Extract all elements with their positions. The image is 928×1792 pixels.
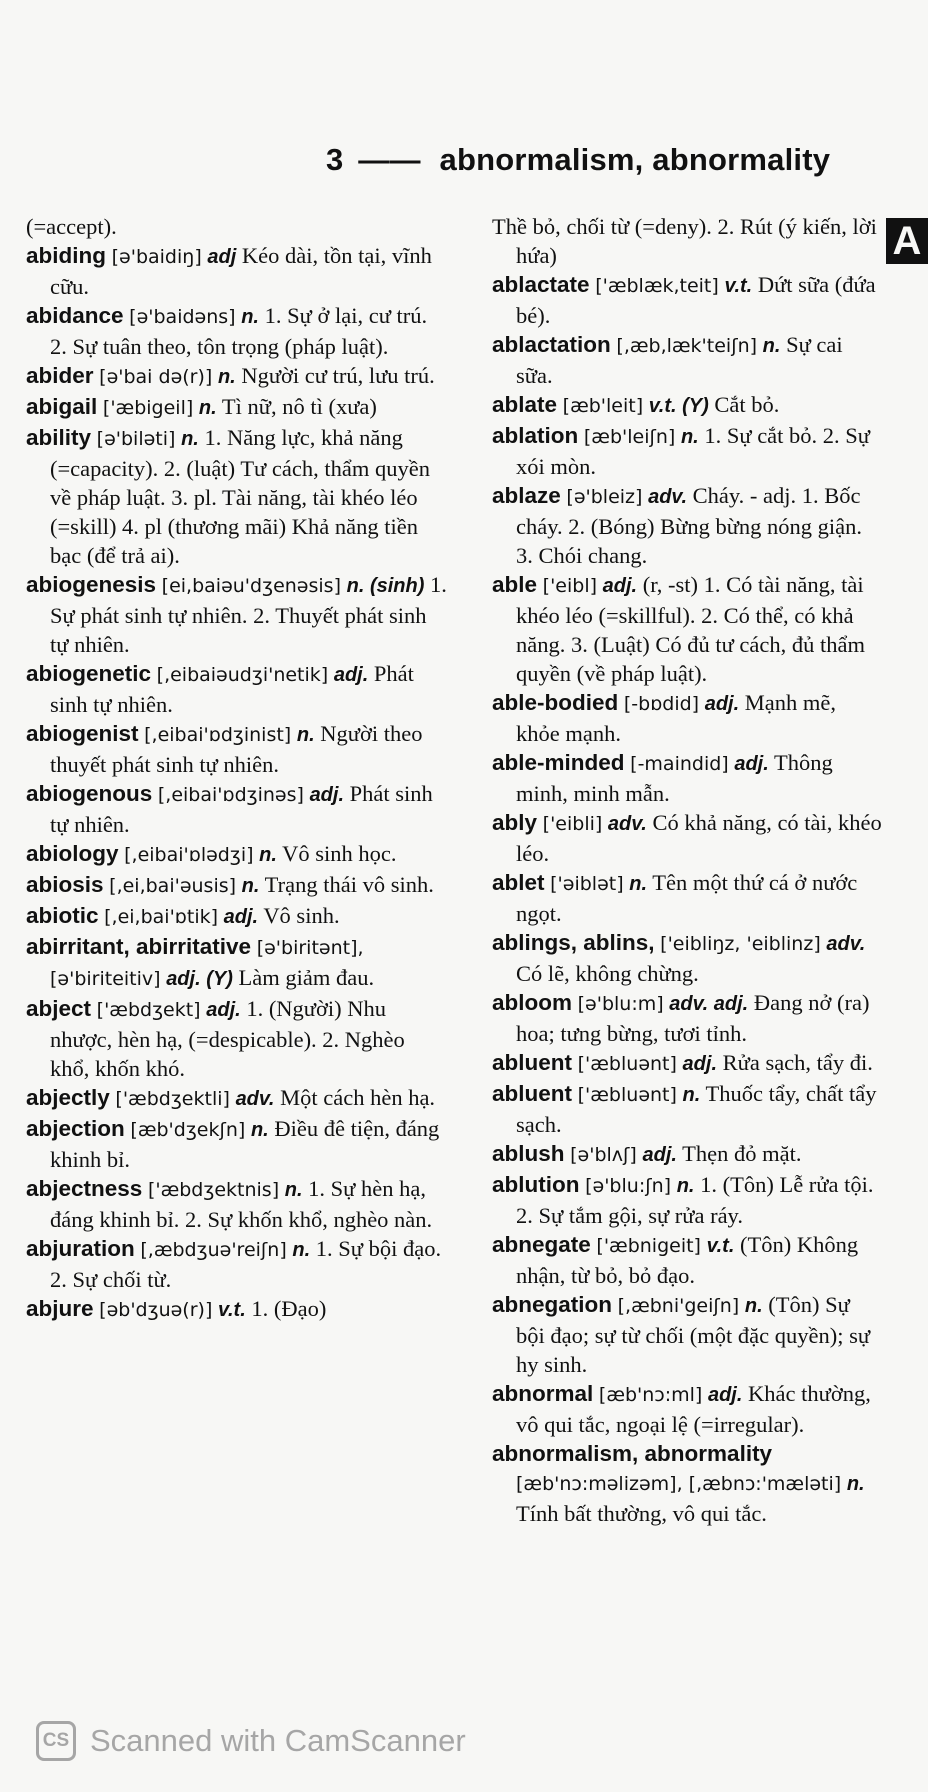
entry-part-of-speech: adj. <box>707 1384 743 1406</box>
entry-pronunciation: ['əiblət] <box>550 873 624 895</box>
entry-pronunciation: [æb'leiʃn] <box>583 426 676 448</box>
entry-definition: Tì nữ, nô tì (xưa) <box>221 394 377 419</box>
entry-pronunciation: [-maindid] <box>630 753 729 775</box>
entry-headword: abidance <box>26 303 124 328</box>
dictionary-entry <box>26 932 448 994</box>
entry-definition: 1. Sự cắt bỏ. 2. Sự xói mòn. <box>516 423 871 479</box>
dictionary-entry <box>492 570 884 688</box>
entry-headword: ability <box>26 425 92 450</box>
entry-part-of-speech: n. <box>284 1179 303 1201</box>
entry-part-of-speech: n. <box>744 1295 763 1317</box>
entry-headword: ablaze <box>492 483 561 508</box>
entry-part-of-speech: n. <box>181 428 199 450</box>
dictionary-entry <box>492 988 884 1048</box>
entry-headword: abject <box>26 996 92 1021</box>
entry-headword: abluent <box>492 1050 573 1075</box>
entry-definition: Sự cai sữa. <box>516 332 843 388</box>
guide-words: abnormalism, abnormality <box>439 142 831 177</box>
dictionary-entry <box>492 1290 884 1379</box>
entry-headword: abiding <box>26 243 106 268</box>
entry-part-of-speech: n. <box>198 397 217 419</box>
dictionary-entry <box>492 330 884 390</box>
dictionary-entry <box>492 390 884 421</box>
entry-headword: abloom <box>492 990 573 1015</box>
entry-pronunciation: [,eibaiəudʒi'netik] <box>156 664 329 686</box>
dictionary-entry <box>26 1234 448 1294</box>
entry-headword: ablactation <box>492 332 611 357</box>
entry-definition: Cháy. - adj. 1. Bốc cháy. 2. (Bóng) Bừng bừng nóng giận. 3. Chói chang. <box>516 483 863 568</box>
entry-definition: Có khả năng, có tài, khéo léo. <box>516 810 882 866</box>
entry-pronunciation: ['eibliŋz, 'eiblinz] <box>660 933 821 955</box>
entry-part-of-speech: n. (sinh) <box>346 575 425 597</box>
dictionary-entry <box>492 808 884 868</box>
entry-pronunciation: [æb'leit] <box>562 395 644 417</box>
entry-definition: Một cách hèn hạ. <box>280 1085 436 1110</box>
entry-part-of-speech: adv. <box>235 1088 275 1110</box>
entry-part-of-speech: adv. <box>648 486 687 508</box>
dictionary-entry <box>492 1230 884 1290</box>
entry-part-of-speech: n. <box>676 1175 695 1197</box>
entry-pronunciation: [æb'nɔ:ml] <box>598 1384 703 1406</box>
page-header <box>326 142 886 178</box>
entry-definition: Trạng thái vô sinh. <box>264 872 434 897</box>
entry-headword: able <box>492 572 538 597</box>
dictionary-entry <box>26 423 448 570</box>
entry-pronunciation: [ə'blu:ʃn] <box>585 1175 672 1197</box>
entry-part-of-speech: adv. <box>607 813 647 835</box>
dictionary-entry <box>26 361 448 392</box>
dictionary-entry <box>492 1439 884 1528</box>
entry-headword: ably <box>492 810 538 835</box>
entry-definition: 1. Sự ở lại, cư trú. 2. Sự tuân theo, tôn trọng (pháp luật). <box>50 303 428 359</box>
entry-pronunciation: [ə'blʌʃ] <box>570 1144 637 1166</box>
entry-pronunciation: ['æbigeil] <box>102 397 194 419</box>
entry-headword: abnormal <box>492 1381 594 1406</box>
dictionary-entry <box>26 659 448 719</box>
entry-headword: abirritant, abirritative <box>26 934 252 959</box>
dictionary-entry <box>26 392 448 423</box>
entry-headword: abiotic <box>26 903 99 928</box>
entry-headword: abiology <box>26 841 119 866</box>
entry-pronunciation: ['æbnigeit] <box>596 1235 701 1257</box>
dictionary-entry <box>26 994 448 1083</box>
entry-headword: ablate <box>492 392 558 417</box>
entry-definition: 1. (Người) Nhu nhược, hèn hạ, (=despicable). 2. Nghèo khổ, khốn khó. <box>50 996 405 1081</box>
entry-pronunciation: [ə'bleiz] <box>566 486 643 508</box>
entry-headword: ablet <box>492 870 545 895</box>
entry-part-of-speech: adv. adj. <box>669 993 749 1015</box>
entry-pronunciation: [ə'baidəns] <box>129 306 236 328</box>
entry-pronunciation: ['æblæk,teit] <box>595 275 719 297</box>
entry-headword: abnormalism, abnormality <box>492 1441 773 1466</box>
dictionary-entry <box>26 1294 448 1325</box>
entry-definition: Thông minh, minh mẫn. <box>516 750 833 806</box>
right-column <box>492 212 884 1528</box>
entry-definition: 1. (Đạo) <box>251 1296 327 1321</box>
dictionary-entry <box>492 688 884 748</box>
entry-part-of-speech: adj. <box>734 753 769 775</box>
entry-part-of-speech: adj. (Y) <box>166 968 233 990</box>
entry-headword: ablution <box>492 1172 580 1197</box>
entry-definition: Phát sinh tự nhiên. <box>50 661 414 717</box>
entry-part-of-speech: n. <box>241 306 259 328</box>
dictionary-entry <box>492 868 884 928</box>
entry-part-of-speech: n. <box>259 844 277 866</box>
entry-definition: (r, -st) 1. Có tài năng, tài khéo léo (=skillful). 2. Có thể, có khả năng. 3. (Luật) Có đủ tư cách, đủ thẩm quyền (về pháp luật). <box>516 572 865 686</box>
dictionary-entry <box>492 1170 884 1230</box>
entry-definition: Người theo thuyết phát sinh tự nhiên. <box>50 721 423 777</box>
entry-pronunciation: ['æbluənt] <box>577 1084 677 1106</box>
entry-pronunciation: [əb'dʒuə(r)] <box>99 1299 213 1321</box>
entry-part-of-speech: adj. <box>602 575 638 597</box>
entry-definition: (=accept). <box>26 214 117 239</box>
dictionary-entry <box>26 779 448 839</box>
entry-definition: Mạnh mẽ, khỏe mạnh. <box>516 690 837 746</box>
entry-definition: Dứt sữa (đứa bé). <box>516 272 876 328</box>
dictionary-entry <box>492 212 884 270</box>
entry-headword: ablush <box>492 1141 565 1166</box>
entry-pronunciation: [-bɒdid] <box>623 693 700 715</box>
thumb-index-tab: A <box>886 218 928 264</box>
entry-part-of-speech: adv. <box>826 933 866 955</box>
entry-definition: (Tôn) Sự bội đạo; sự từ chối (một đặc quyền); sự hy sinh. <box>516 1292 871 1377</box>
entry-part-of-speech: n. <box>296 724 315 746</box>
header-dash: —— <box>358 142 421 177</box>
dictionary-entry <box>26 719 448 779</box>
entry-definition: 1. Sự hèn hạ, đáng khinh bỉ. 2. Sự khốn khổ, nghèo nàn. <box>50 1176 433 1232</box>
entry-part-of-speech: v.t. (Y) <box>648 395 709 417</box>
entry-definition: Cắt bỏ. <box>714 392 780 417</box>
entry-definition: Vô sinh. <box>263 903 340 928</box>
entry-pronunciation: [ei,baiəu'dʒenəsis] <box>161 575 341 597</box>
entry-headword: abjure <box>26 1296 94 1321</box>
dictionary-entry <box>492 421 884 481</box>
entry-headword: abjectly <box>26 1085 110 1110</box>
entry-definition: 1. (Tôn) Lễ rửa tội. 2. Sự tắm gội, sự rửa ráy. <box>516 1172 874 1228</box>
entry-definition: Người cư trú, lưu trú. <box>241 363 435 388</box>
entry-headword: abiogenetic <box>26 661 152 686</box>
page-number: 3 <box>326 142 344 177</box>
dictionary-entry <box>26 1174 448 1234</box>
entry-definition: 1. Sự phát sinh tự nhiên. 2. Thuyết phát sinh tự nhiên. <box>50 572 447 657</box>
entry-part-of-speech: n. <box>217 366 236 388</box>
entry-part-of-speech: adj. <box>333 664 369 686</box>
entry-definition: 1. Năng lực, khả năng (=capacity). 2. (luật) Tư cách, thẩm quyền về pháp luật. 3. pl. Tài năng, tài khéo léo (=skill) 4. pl (thương mãi) Khả năng tiền bạc (để trả ai). <box>50 425 430 568</box>
dictionary-entry <box>492 1139 884 1170</box>
entry-definition: Có lẽ, không chừng. <box>516 961 699 986</box>
dictionary-entry <box>492 1048 884 1079</box>
dictionary-entry <box>26 870 448 901</box>
dictionary-entry <box>492 481 884 570</box>
camscanner-logo-icon: CS <box>36 1721 76 1761</box>
entry-pronunciation: [ə'biritənt],[ə'biriteitiv] <box>50 937 364 990</box>
entry-definition: Làm giảm đau. <box>238 965 375 990</box>
entry-pronunciation: [,æbni'geiʃn] <box>617 1295 740 1317</box>
dictionary-entry <box>26 901 448 932</box>
entry-definition: Thuốc tẩy, chất tẩy sạch. <box>516 1081 877 1137</box>
dictionary-entry <box>492 270 884 330</box>
entry-part-of-speech: v.t. <box>706 1235 735 1257</box>
entry-pronunciation: ['æbluənt] <box>577 1053 677 1075</box>
entry-part-of-speech: adj. <box>309 784 345 806</box>
entry-definition: Tính bất thường, vô qui tắc. <box>516 1501 767 1526</box>
entry-pronunciation: [,æb,læk'teiʃn] <box>616 335 758 357</box>
entry-pronunciation: [,eibai'ɒdʒinist] <box>144 724 292 746</box>
entry-headword: ablactate <box>492 272 590 297</box>
entry-pronunciation: ['æbdʒektli] <box>115 1088 230 1110</box>
entry-pronunciation: [,ei,bai'əusis] <box>109 875 237 897</box>
entry-part-of-speech: v.t. <box>217 1299 246 1321</box>
dictionary-entry <box>26 212 448 241</box>
entry-definition: Điều đê tiện, đáng khinh bỉ. <box>50 1116 440 1172</box>
entry-pronunciation: [ə'biləti] <box>96 428 176 450</box>
entry-headword: ablation <box>492 423 579 448</box>
entry-pronunciation: ['eibl] <box>542 575 598 597</box>
entry-pronunciation: [æb'dʒekʃn] <box>130 1119 246 1141</box>
entry-part-of-speech: v.t. <box>724 275 753 297</box>
entry-headword: abjectness <box>26 1176 143 1201</box>
entry-part-of-speech: n. <box>292 1239 311 1261</box>
entry-part-of-speech: adj. <box>223 906 259 928</box>
dictionary-entry <box>26 570 448 659</box>
entry-headword: able-bodied <box>492 690 619 715</box>
entry-part-of-speech: n. <box>250 1119 269 1141</box>
entry-definition: 1. Sự bội đạo. 2. Sự chối từ. <box>50 1236 442 1292</box>
entry-part-of-speech: adj. <box>206 999 241 1021</box>
entry-definition: Đang nở (ra) hoa; tưng bừng, tươi tỉnh. <box>516 990 870 1046</box>
entry-pronunciation: [,ei,bai'ɒtik] <box>104 906 219 928</box>
entry-definition: Khác thường, vô qui tắc, ngoại lệ (=irregular). <box>516 1381 871 1437</box>
dictionary-entry <box>26 241 448 301</box>
entry-definition: Kéo dài, tồn tại, vĩnh cữu. <box>50 243 432 299</box>
dictionary-entry <box>26 1114 448 1174</box>
entry-headword: abluent <box>492 1081 573 1106</box>
entry-pronunciation: [æb'nɔ:məlizəm], [,æbnɔ:'mæləti] <box>516 1473 842 1495</box>
left-column <box>26 212 448 1325</box>
entry-pronunciation: [,eibai'ɒdʒinəs] <box>157 784 304 806</box>
entry-part-of-speech: n. <box>680 426 699 448</box>
scanner-watermark <box>36 1720 466 1762</box>
entry-headword: ablings, ablins, <box>492 930 655 955</box>
entry-pronunciation: [ə'baidiŋ] <box>111 246 202 268</box>
entry-part-of-speech: n. <box>682 1084 701 1106</box>
entry-headword: abiogenous <box>26 781 153 806</box>
entry-headword: abider <box>26 363 94 388</box>
entry-definition: Thẹn đỏ mặt. <box>682 1141 802 1166</box>
entry-headword: abiogenesis <box>26 572 157 597</box>
entry-pronunciation: ['æbdʒektnis] <box>147 1179 280 1201</box>
entry-definition: (Tôn) Không nhận, từ bỏ, bỏ đạo. <box>516 1232 859 1288</box>
entry-headword: abiogenist <box>26 721 139 746</box>
entry-definition: Thề bỏ, chối từ (=deny). 2. Rút (ý kiến, lời hứa) <box>492 214 877 268</box>
entry-pronunciation: [ə'bai də(r)] <box>99 366 213 388</box>
dictionary-entry <box>26 839 448 870</box>
entry-part-of-speech: n. <box>762 335 781 357</box>
entry-pronunciation: [ə'blu:m] <box>577 993 664 1015</box>
entry-headword: able-minded <box>492 750 625 775</box>
dictionary-entry <box>492 748 884 808</box>
entry-definition: Vô sinh học. <box>282 841 397 866</box>
entry-definition: Phát sinh tự nhiên. <box>50 781 433 837</box>
entry-headword: abjuration <box>26 1236 135 1261</box>
entry-part-of-speech: n. <box>629 873 648 895</box>
entry-part-of-speech: adj. <box>642 1144 677 1166</box>
entry-pronunciation: ['æbdʒekt] <box>96 999 201 1021</box>
entry-part-of-speech: n. <box>846 1473 865 1495</box>
entry-part-of-speech: n. <box>241 875 260 897</box>
entry-definition: Tên một thứ cá ở nước ngọt. <box>516 870 858 926</box>
entry-part-of-speech: adj <box>207 246 237 268</box>
entry-definition: Rửa sạch, tẩy đi. <box>722 1050 873 1075</box>
dictionary-entry <box>492 1079 884 1139</box>
entry-pronunciation: ['eibli] <box>542 813 603 835</box>
dictionary-entry <box>492 928 884 988</box>
dictionary-entry <box>26 1083 448 1114</box>
dictionary-entry <box>492 1379 884 1439</box>
entry-part-of-speech: adj. <box>682 1053 717 1075</box>
dictionary-entry <box>26 301 448 361</box>
entry-part-of-speech: adj. <box>704 693 740 715</box>
watermark-text: Scanned with CamScanner <box>90 1723 466 1758</box>
entry-headword: abjection <box>26 1116 125 1141</box>
entry-headword: abnegate <box>492 1232 591 1257</box>
entry-pronunciation: [,æbdʒuə'reiʃn] <box>140 1239 287 1261</box>
entry-pronunciation: [,eibai'ɒlədʒi] <box>124 844 254 866</box>
entry-headword: abnegation <box>492 1292 613 1317</box>
entry-headword: abiosis <box>26 872 104 897</box>
entry-headword: abigail <box>26 394 98 419</box>
